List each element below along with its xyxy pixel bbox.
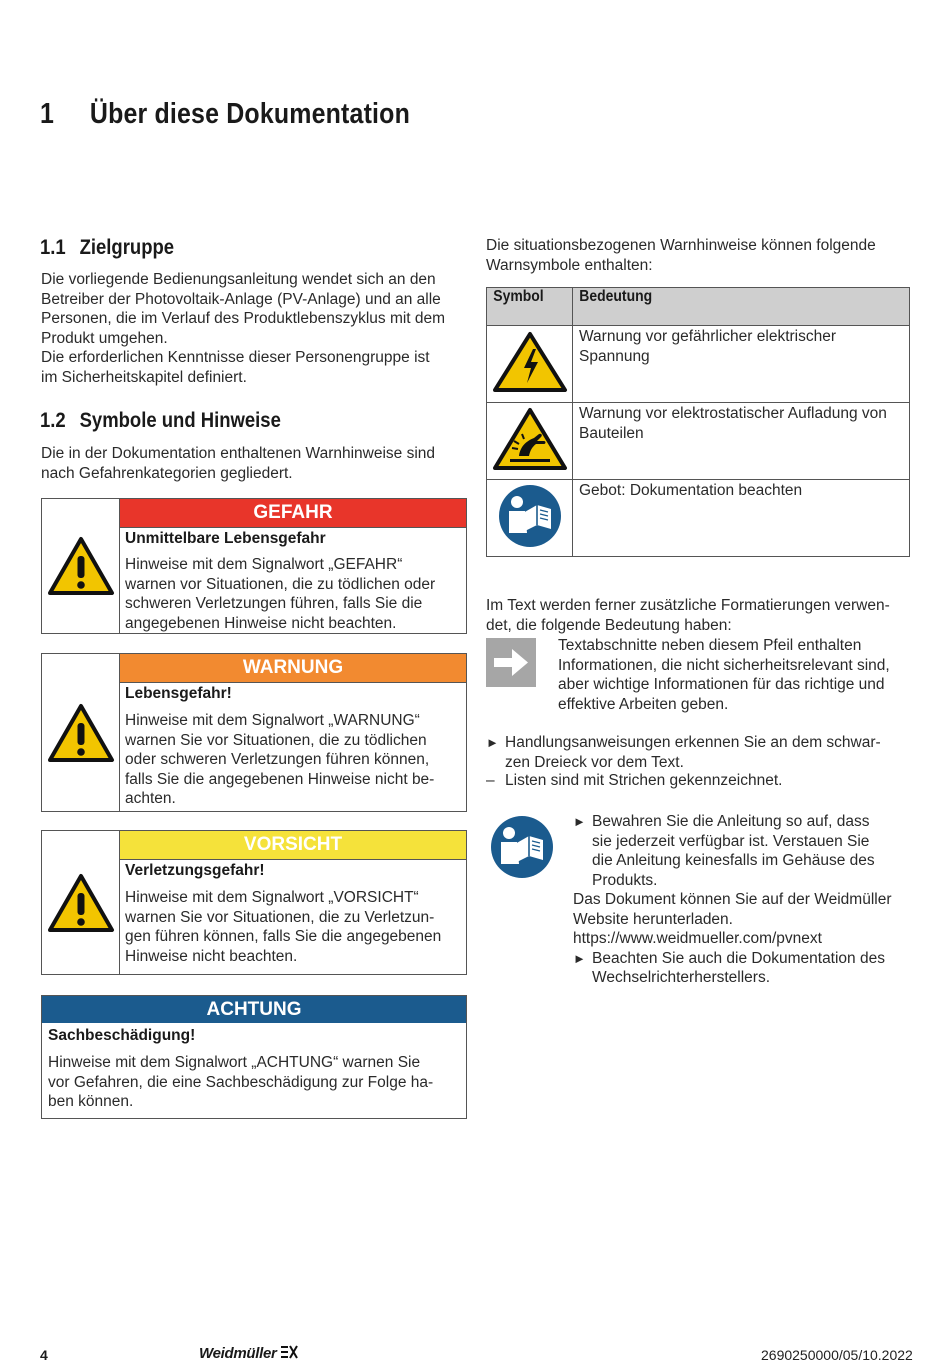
table-row: [487, 480, 910, 557]
caution-box: [41, 830, 467, 975]
list-marker: –: [486, 772, 495, 789]
caution-signal-word: VORSICHT: [120, 831, 466, 860]
arrow-note-text: Textabschnitte neben diesem Pfeil enthalten Informationen, die nicht sicherheitsrelevant sind, aber wichtige Informationen für das richtige und effektive Arbeiten geben.: [558, 637, 890, 713]
warning-triangle-icon: [42, 831, 120, 974]
warning-triangle-icon: [42, 654, 120, 811]
read-documentation-icon: [487, 480, 573, 557]
section-heading-symbole: 1.2 Symbole und Hinweise: [40, 409, 281, 432]
symbol-meaning: Warnung vor elektrostatischer Aufladung von Bauteilen: [573, 403, 910, 480]
symbol-meaning: Warnung vor gefährlicher elektrischer Spannung: [573, 326, 910, 403]
document-number: 2690250000/05/10.2022: [761, 1347, 913, 1363]
warning-symbols-intro: Die situationsbezogenen Warnhinweise können folgende Warnsymbole enthalten:: [486, 237, 876, 274]
table-row: [487, 326, 910, 403]
warning-triangle-icon: [42, 499, 120, 633]
warning-subtitle: Lebensgefahr!: [125, 685, 232, 702]
section-heading-zielgruppe: 1.1 Zielgruppe: [40, 236, 175, 259]
caution-subtitle: Verletzungsgefahr!: [125, 862, 265, 879]
warning-signal-word: WARNUNG: [120, 654, 466, 683]
electrostatic-warning-icon: [487, 403, 573, 480]
chapter-heading: 1 Über diese Dokumentation: [40, 98, 410, 130]
warning-text: Hinweise mit dem Signalwort „WARNUNG“ warnen Sie vor Situationen, die zu tödlichen oder schweren Verletzungen führen können, falls Sie die angegebenen Hinweise nicht be- achten.: [125, 712, 435, 807]
documentation-note: ► Bewahren Sie die Anleitung so auf, dass sie jederzeit verfügbar ist. Verstauen Sie die Anleitung keinesfalls im Gehäuse des Produkts. Das Dokument können Sie auf der Weidmüller Website herunterladen. https://www.weidmueller.com/pvnext ► Beachten Sie auch die Dokumentation des Wechselrichterherstellers.: [573, 812, 918, 988]
electric-voltage-warning-icon: [487, 326, 573, 403]
notice-signal-word: ACHTUNG: [42, 996, 466, 1023]
action-marker: ►: [573, 950, 586, 966]
column-header-symbol: Symbol: [487, 288, 573, 326]
action-marker: ►: [573, 814, 586, 829]
notice-subtitle: Sachbeschädigung!: [48, 1027, 196, 1044]
zielgruppe-paragraph: Die vorliegende Bedienungsanleitung wendet sich an den Betreiber der Photovoltaik-Anlage (PV-Anlage) und an alle Personen, die im Verlauf des Produktlebenszyklus mit dem Produkt umgehen. Die erforderlichen Kenntnisse dieser Personengruppe ist im Sicherheitskapitel definiert.: [41, 271, 446, 386]
warning-box: [41, 653, 467, 812]
symbol-meaning: Gebot: Dokumentation beachten: [573, 480, 910, 557]
notice-text: Hinweise mit dem Signalwort „ACHTUNG“ warnen Sie vor Gefahren, die eine Sachbeschädigung zur Folge ha- ben können.: [48, 1054, 434, 1110]
formatting-intro: Im Text werden ferner zusätzliche Formatierungen verwen- det, die folgende Bedeutung haben:: [486, 597, 890, 634]
action-bullet: ► Handlungsanweisungen erkennen Sie an dem schwar- zen Dreieck vor dem Text.: [486, 734, 881, 771]
page-number: 4: [40, 1347, 48, 1363]
brand-logo: Weidmüller: [199, 1345, 298, 1362]
caution-text: Hinweise mit dem Signalwort „VORSICHT“ warnen Sie vor Situationen, die zu Verletzun- gen führen können, falls Sie die angegebenen Hinweise nicht beachten.: [125, 889, 442, 965]
table-row: [487, 403, 910, 480]
action-marker: ►: [486, 735, 499, 750]
danger-text: Hinweise mit dem Signalwort „GEFAHR“ warnen vor Situationen, die zu tödlichen oder schweren Verletzungen führen, falls Sie die angegebenen Hinweise nicht beachten.: [125, 556, 436, 632]
website-link[interactable]: https://www.weidmueller.com/pvnext: [573, 930, 822, 947]
list-bullet: – Listen sind mit Strichen gekennzeichnet.: [486, 772, 783, 789]
danger-box: [41, 498, 467, 634]
notice-box: [41, 995, 467, 1119]
info-arrow-icon: [486, 638, 536, 687]
danger-subtitle: Unmittelbare Lebensgefahr: [125, 530, 326, 547]
danger-signal-word: GEFAHR: [120, 499, 466, 528]
read-documentation-icon: [489, 814, 555, 885]
column-header-meaning: Bedeutung: [573, 288, 910, 326]
symbol-table-header: [487, 288, 910, 326]
symbole-paragraph: Die in der Dokumentation enthaltenen Warnhinweise sind nach Gefahrenkategorien gegliedert.: [41, 445, 436, 482]
brand-logo-icon: [280, 1345, 298, 1359]
symbol-table: [486, 287, 910, 557]
